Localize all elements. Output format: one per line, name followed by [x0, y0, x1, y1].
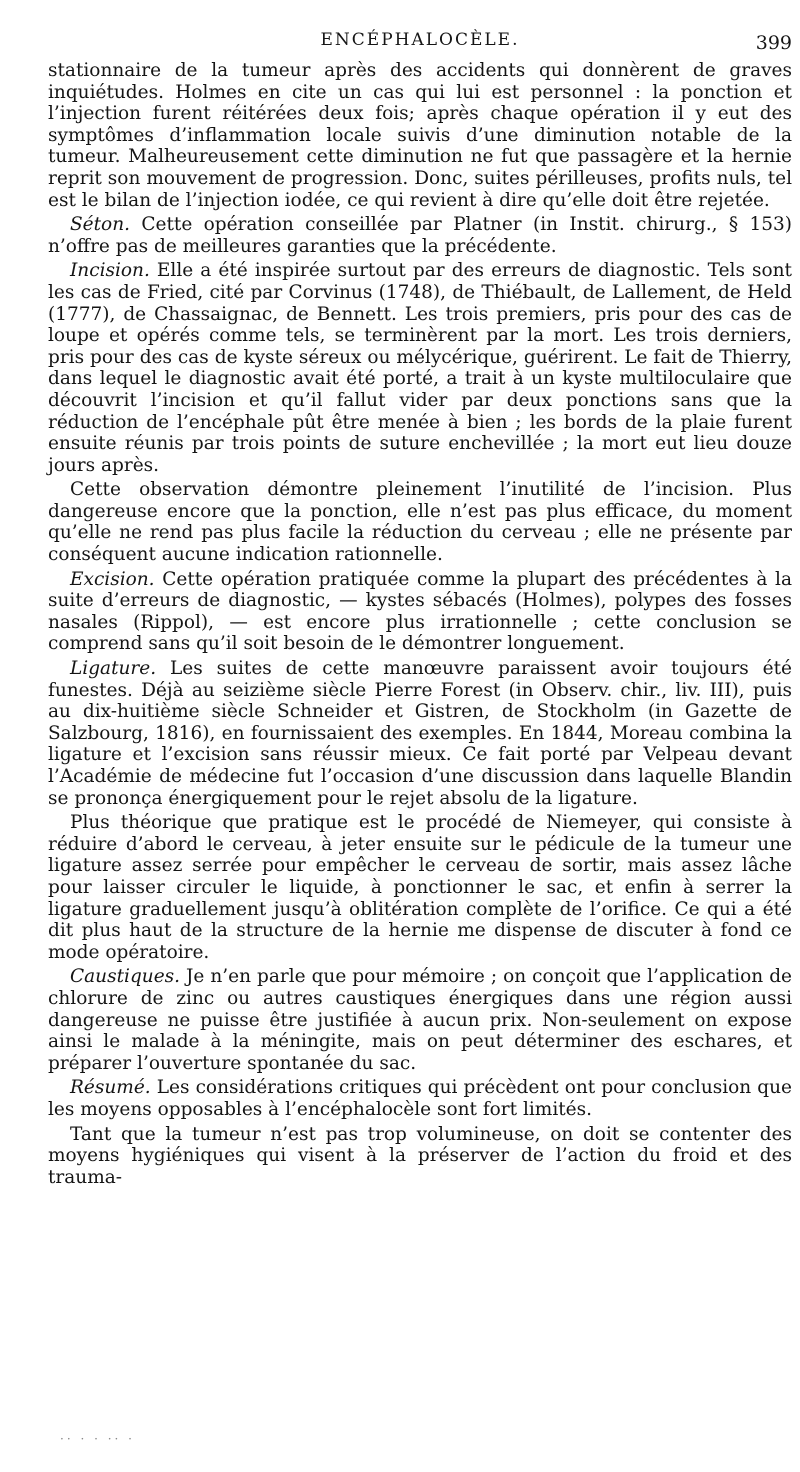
paragraph-ligature	[48, 658, 792, 809]
paragraph-lead: Excision.	[70, 568, 155, 590]
paragraph-text: Elle a été inspirée surtout par des erreurs de diagnostic. Tels sont les cas de Fried, cité par Corvinus (1748), de Thiébault, de Lallement, de Held (1777), de Chassaignac, de Bennett. Les trois premiers, pris pour des cas de loupe et opérés comme tels, se terminèrent par la mort. Les trois derniers, pris pour des cas de kyste séreux ou mélycérique, guérirent. Le fait de Thierry, dans lequel le diagnostic avait été porté, a trait à un kyste multiloculaire que découvrit l’incision et qu’il fallut vider par deux ponctions sans que la réduction de l’encéphale pût être menée à bien ; les bords de la plaie furent ensuite réunis par trois points de suture enchevillée ; la mort eut lieu douze jours après.	[48, 260, 792, 476]
body-text	[48, 60, 792, 1191]
paragraph-text: Les suites de cette manœuvre paraissent avoir toujours été funestes. Déjà au seizième siècle Pierre Forest (in Observ. chir., liv. III), puis au dix-huitième siècle Schneider et Gistren, de Stockholm (in Gazette de Salzbourg, 1816), en fournissaient des exemples. En 1844, Moreau combina la ligature et l’excision sans réussir mieux. Ce fait porté par Velpeau devant l’Académie de médecine fut l’occasion d’une discussion dans laquelle Blandin se prononça énergiquement pour le rejet absolu de la ligature.	[48, 658, 792, 809]
paragraph-injection-conclusion	[48, 60, 792, 211]
paragraph-text: Je n’en parle que pour mémoire ; on conçoit que l’application de chlorure de zinc ou autres caustiques énergiques dans une région aussi dangereuse ne puisse être justifiée à aucun prix. Non-seulement on expose ainsi le malade à la méningite, mais on peut déterminer des eschares, et préparer l’ouverture spontanée du sac.	[48, 966, 792, 1074]
paragraph-text: Cette opération conseillée par Platner (in Instit. chirurg., § 153) n’offre pas de meilleures garanties que la précédente.	[48, 214, 792, 257]
paragraph-text: Plus théorique que pratique est le procédé de Niemeyer, qui consiste à réduire d’abord le cerveau, à jeter ensuite sur le pédicule de la tumeur une ligature assez serrée pour empêcher le cerveau de sortir, mais assez lâche pour laisser circuler le liquide, à ponctionner le sac, et enfin à serrer la ligature graduellement jusqu’à oblitération complète de l’orifice. Ce qui a été dit plus haut de la structure de la hernie me dispense de discuter à fond ce mode opératoire.	[48, 812, 792, 963]
paragraph-text: stationnaire de la tumeur après des accidents qui donnèrent de graves inquiétudes. Holmes en cite un cas qui lui est personnel : la ponction et l’injection furent réitérées deux fois; après chaque opération il y eut des symptômes d’inflammation locale suivis d’une diminution notable de la tumeur. Malheureusement cette diminution ne fut que passagère et la hernie reprit son mouvement de progression. Donc, suites périlleuses, profits nuls, tel est le bilan de l’injection iodée, ce qui revient à dire qu’elle doit être rejetée.	[48, 60, 792, 211]
paragraph-text: Les considérations critiques qui précèdent ont pour conclusion que les moyens opposables à l’encéphalocèle sont fort limités.	[48, 1077, 792, 1120]
paragraph-caustiques	[48, 966, 792, 1074]
paragraph-lead: Résumé.	[70, 1077, 151, 1099]
paragraph-seton	[48, 214, 792, 257]
paragraph-lead: Séton.	[70, 214, 130, 236]
page-number: 399	[755, 32, 792, 54]
paragraph-lead: Incision.	[70, 260, 150, 282]
running-head	[48, 30, 792, 62]
paragraph-tumeur	[48, 1124, 792, 1189]
print-marks: ·· · · ·· ·	[60, 1432, 135, 1446]
paragraph-excision	[48, 569, 792, 655]
paragraph-resume	[48, 1077, 792, 1120]
paragraph-niemeyer	[48, 812, 792, 963]
paragraph-incision-observation	[48, 479, 792, 565]
chapter-title: ENCÉPHALOCÈLE.	[320, 30, 520, 50]
paragraph-incision	[48, 260, 792, 476]
paragraph-text: Tant que la tumeur n’est pas trop volumineuse, on doit se contenter des moyens hygiéniques qui visent à la préserver de l’action du froid et des trauma-	[48, 1123, 792, 1188]
paragraph-text: Cette opération pratiquée comme la plupart des précédentes à la suite d’erreurs de diagnostic, — kystes sébacés (Holmes), polypes des fosses nasales (Rippol), — est encore plus irrationnelle ; cette conclusion se comprend sans qu’il soit besoin de le démontrer longuement.	[48, 568, 792, 655]
paragraph-lead: Caustiques.	[70, 966, 181, 988]
paragraph-lead: Ligature.	[70, 658, 157, 680]
paragraph-text: Cette observation démontre pleinement l’inutilité de l’incision. Plus dangereuse encore que la ponction, elle n’est pas plus efficace, du moment qu’elle ne rend pas plus facile la réduction du cerveau ; elle ne présente par conséquent aucune indication rationnelle.	[48, 479, 792, 566]
